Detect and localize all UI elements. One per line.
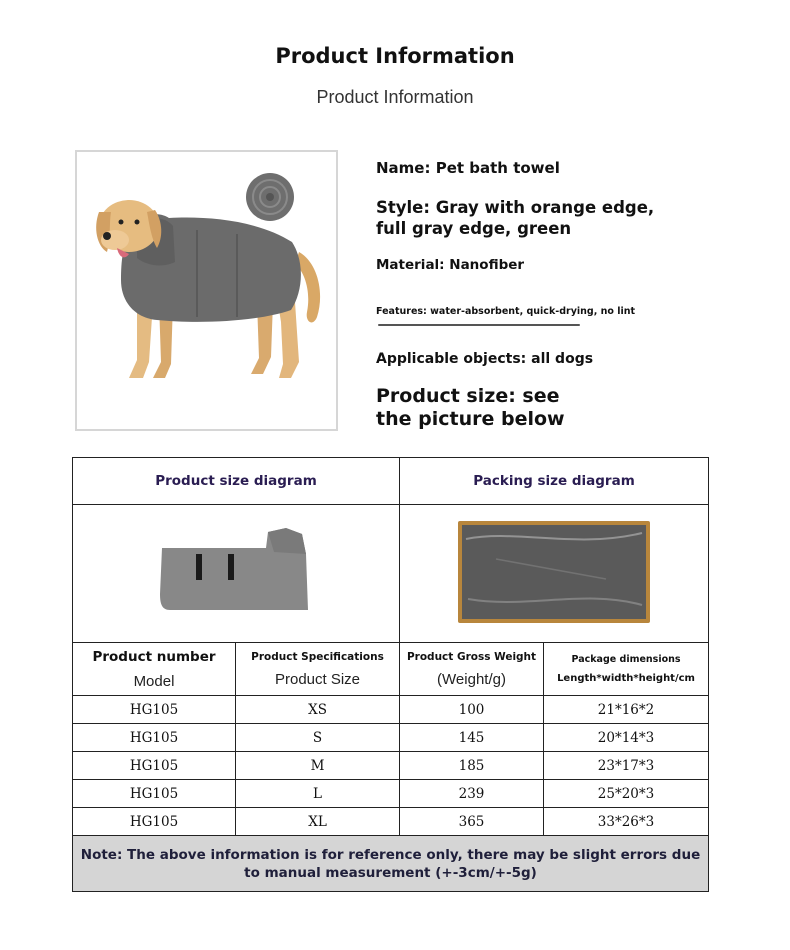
table-row: [73, 696, 709, 724]
cell-model: HG105: [73, 752, 236, 780]
cell-size: S: [236, 724, 400, 752]
col-product-number: Product number Model: [73, 643, 236, 696]
cell-weight: 100: [400, 696, 544, 724]
cell-dimensions: 25*20*3: [544, 780, 709, 808]
cell-size: XL: [236, 808, 400, 836]
cell-model: HG105: [73, 724, 236, 752]
table-row: [73, 724, 709, 752]
packing-size-diagram: [400, 505, 709, 643]
towel-roll-icon: [246, 173, 294, 221]
package-bag-image: [456, 519, 652, 625]
features-underline: [378, 324, 580, 326]
applicable-objects: Applicable objects: all dogs: [376, 351, 594, 367]
measurement-note: Note: The above information is for reference only, there may be slight errors due to manual measurement (+-3cm/+-5g): [73, 836, 709, 892]
product-photo: [75, 150, 338, 431]
cell-dimensions: 20*14*3: [544, 724, 709, 752]
table-row: [73, 808, 709, 836]
cell-weight: 365: [400, 808, 544, 836]
col-gross-weight: Product Gross Weight (Weight/g): [400, 643, 544, 696]
cell-dimensions: 33*26*3: [544, 808, 709, 836]
cell-model: HG105: [73, 696, 236, 724]
table-row: [73, 752, 709, 780]
cell-dimensions: 23*17*3: [544, 752, 709, 780]
col-product-specifications: Product Specifications Product Size: [236, 643, 400, 696]
product-name: Name: Pet bath towel: [376, 159, 560, 177]
cell-dimensions: 21*16*2: [544, 696, 709, 724]
towel-flat-image: [156, 524, 316, 620]
product-features: Features: water-absorbent, quick-drying, no lint: [376, 306, 636, 317]
cell-model: HG105: [73, 808, 236, 836]
product-size-note: Product size: see the picture below: [376, 385, 565, 430]
dog-in-towel-photo: [77, 152, 336, 429]
page-title: Product Information: [275, 44, 515, 68]
cell-weight: 185: [400, 752, 544, 780]
cell-size: L: [236, 780, 400, 808]
cell-size: XS: [236, 696, 400, 724]
product-size-diagram-label: Product size diagram: [73, 458, 400, 505]
cell-size: M: [236, 752, 400, 780]
product-material: Material: Nanofiber: [376, 257, 525, 273]
product-size-diagram: [73, 505, 400, 643]
cell-weight: 145: [400, 724, 544, 752]
product-style: Style: Gray with orange edge, full gray edge, green: [376, 198, 655, 238]
cell-model: HG105: [73, 780, 236, 808]
size-table: [72, 457, 709, 892]
packing-size-diagram-label: Packing size diagram: [400, 458, 709, 505]
col-package-dimensions: Package dimensions Length*width*height/cm: [544, 643, 709, 696]
page-subtitle: Product Information: [316, 87, 474, 107]
table-row: [73, 780, 709, 808]
cell-weight: 239: [400, 780, 544, 808]
